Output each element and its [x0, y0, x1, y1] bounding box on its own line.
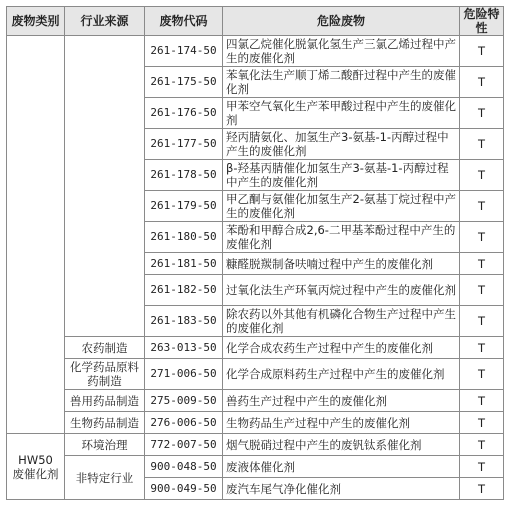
waste-code: 261-174-50 [145, 36, 223, 67]
hazard-characteristic: T [460, 275, 504, 306]
source-pesticide: 农药制造 [65, 337, 145, 359]
waste-code: 772-007-50 [145, 434, 223, 456]
waste-description: 化学合成农药生产过程中产生的废催化剂 [223, 337, 460, 359]
waste-code: 900-049-50 [145, 478, 223, 500]
waste-code: 261-182-50 [145, 275, 223, 306]
hazard-characteristic: T [460, 98, 504, 129]
waste-description: 废汽车尾气净化催化剂 [223, 478, 460, 500]
header-row [7, 7, 504, 36]
hazard-characteristic: T [460, 478, 504, 500]
hazard-characteristic: T [460, 434, 504, 456]
waste-code: 900-048-50 [145, 456, 223, 478]
header-waste-code: 废物代码 [145, 7, 223, 36]
table-row [7, 390, 504, 412]
table-row [7, 359, 504, 390]
hazardous-waste-table [6, 6, 504, 500]
header-category: 废物类别 [7, 7, 65, 36]
waste-description: 兽药生产过程中产生的废催化剂 [223, 390, 460, 412]
waste-code: 261-175-50 [145, 67, 223, 98]
waste-description: 苯酚和甲醇合成2,6-二甲基苯酚过程中产生的废催化剂 [223, 222, 460, 253]
waste-description: 苯氧化法生产顺丁烯二酸酐过程中产生的废催化剂 [223, 67, 460, 98]
waste-description: 甲乙酮与氨催化加氢生产2-氨基丁烷过程中产生的废催化剂 [223, 191, 460, 222]
hazard-characteristic: T [460, 306, 504, 337]
waste-code: 271-006-50 [145, 359, 223, 390]
waste-code: 261-177-50 [145, 129, 223, 160]
waste-description: 烟气脱硝过程中产生的废钒钛系催化剂 [223, 434, 460, 456]
header-hazard-characteristic: 危险特性 [460, 7, 504, 36]
waste-description: 生物药品生产过程中产生的废催化剂 [223, 412, 460, 434]
category-name: 废催化剂 [12, 466, 59, 481]
waste-description: 糠醛脱羰制备呋喃过程中产生的废催化剂 [223, 253, 460, 275]
hazard-characteristic: T [460, 129, 504, 160]
waste-code: 261-179-50 [145, 191, 223, 222]
waste-description: 过氧化法生产环氧丙烷过程中产生的废催化剂 [223, 275, 460, 306]
source-pharma-api: 化学药品原料药制造 [65, 359, 145, 390]
waste-code: 261-183-50 [145, 306, 223, 337]
waste-code: 261-176-50 [145, 98, 223, 129]
waste-description: 除农药以外其他有机磷化合物生产过程中产生的废催化剂 [223, 306, 460, 337]
hazard-characteristic: T [460, 412, 504, 434]
source-cell-chemical [65, 36, 145, 337]
waste-description: 甲苯空气氧化生产苯甲酸过程中产生的废催化剂 [223, 98, 460, 129]
waste-code: 261-180-50 [145, 222, 223, 253]
waste-code: 261-178-50 [145, 160, 223, 191]
source-veterinary: 兽用药品制造 [65, 390, 145, 412]
hazard-characteristic: T [460, 390, 504, 412]
hazard-characteristic: T [460, 67, 504, 98]
source-biological: 生物药品制造 [65, 412, 145, 434]
hazard-characteristic: T [460, 337, 504, 359]
hazard-characteristic: T [460, 253, 504, 275]
table-row [7, 36, 504, 67]
waste-code: 261-181-50 [145, 253, 223, 275]
table-row [7, 412, 504, 434]
hazard-characteristic: T [460, 160, 504, 191]
source-environmental: 环境治理 [65, 434, 145, 456]
waste-description: 羟丙腈氨化、加氢生产3-氨基-1-丙醇过程中产生的废催化剂 [223, 129, 460, 160]
header-hazardous-waste: 危险废物 [223, 7, 460, 36]
waste-code: 275-009-50 [145, 390, 223, 412]
table-row [7, 337, 504, 359]
table-row [7, 434, 504, 456]
hazard-characteristic: T [460, 36, 504, 67]
waste-code: 276-006-50 [145, 412, 223, 434]
waste-description: β-羟基丙腈催化加氢生产3-氨基-1-丙醇过程中产生的废催化剂 [223, 160, 460, 191]
category-cell-upper [7, 36, 65, 434]
source-non-specific: 非特定行业 [65, 456, 145, 500]
waste-description: 化学合成原料药生产过程中产生的废催化剂 [223, 359, 460, 390]
category-cell-hw50 [7, 434, 65, 500]
waste-code: 263-013-50 [145, 337, 223, 359]
header-industry-source: 行业来源 [65, 7, 145, 36]
hazard-characteristic: T [460, 222, 504, 253]
category-code: HW50 [18, 452, 53, 467]
hazard-characteristic: T [460, 456, 504, 478]
waste-description: 四氯乙烷催化脱氯化氢生产三氯乙烯过程中产生的废催化剂 [223, 36, 460, 67]
waste-description: 废液体催化剂 [223, 456, 460, 478]
hazard-characteristic: T [460, 359, 504, 390]
hazard-characteristic: T [460, 191, 504, 222]
table-row [7, 456, 504, 478]
